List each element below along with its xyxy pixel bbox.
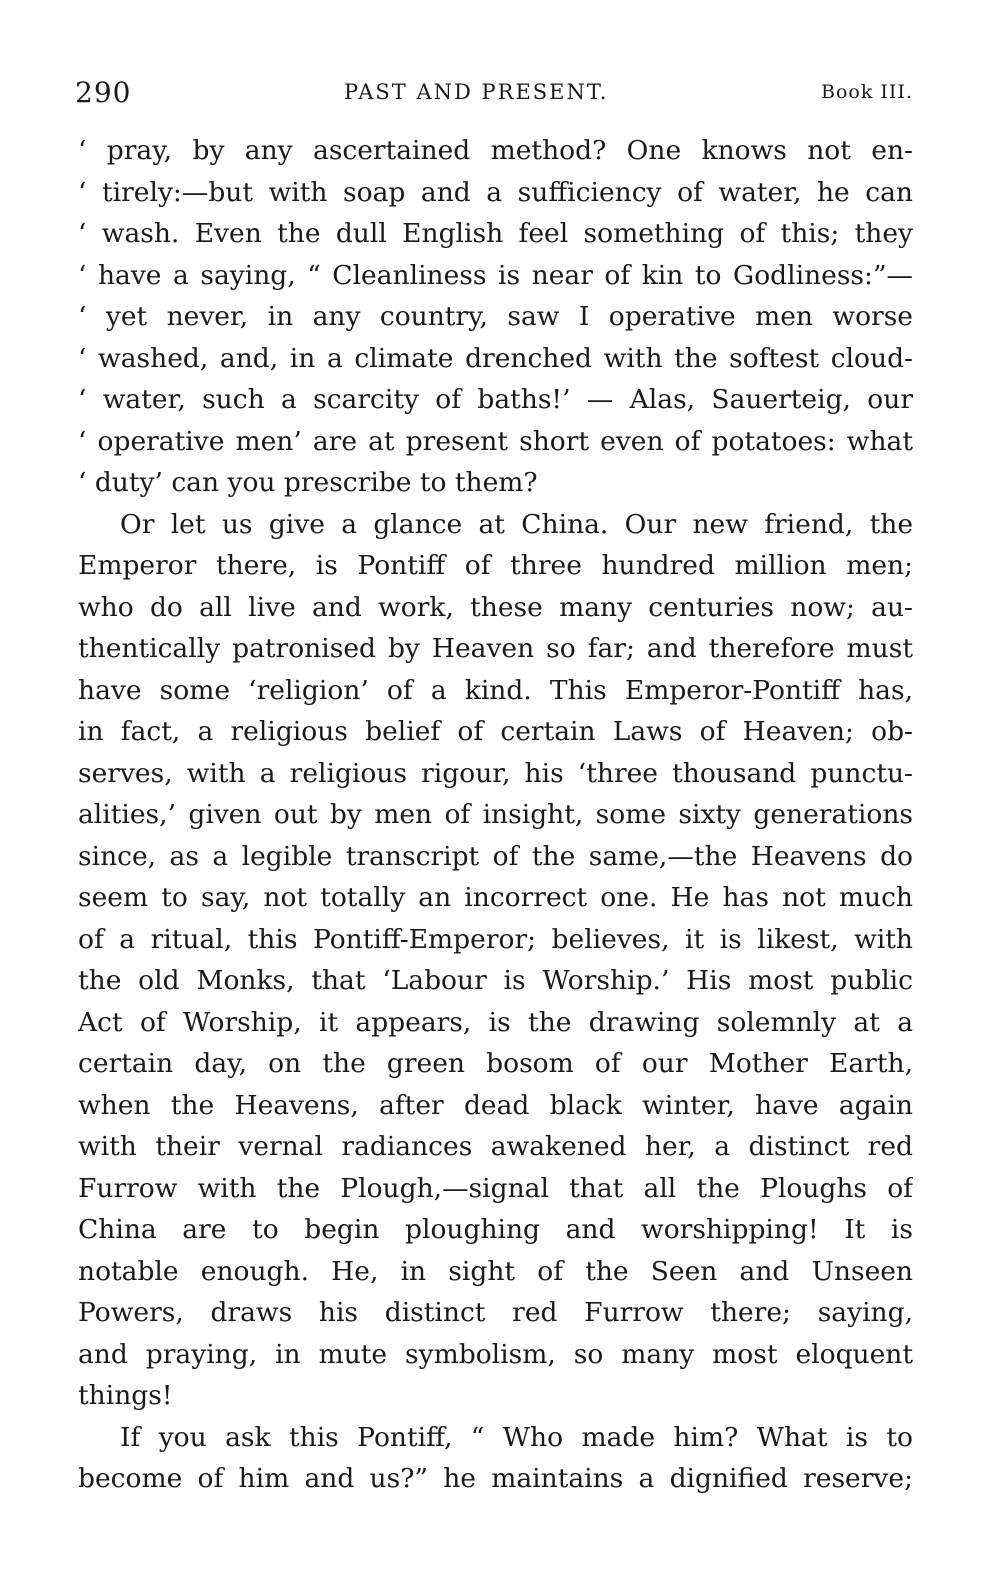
text-line: ‘ wash. Even the dull English feel something of this; they: [78, 218, 913, 249]
text-line: Powers, draws his distinct red Furrow there; saying,: [78, 1297, 913, 1328]
text-line: ‘ have a saying, “ Cleanliness is near of kin to Godliness:”—: [78, 259, 913, 291]
text-line: Furrow with the Plough,—signal that all the Ploughs of: [78, 1172, 913, 1204]
text-line: Act of Worship, it appears, is the drawing solemnly at a: [78, 1006, 913, 1038]
text-line: in fact, a religious belief of certain Laws of Heaven; ob-: [78, 716, 913, 747]
text-line: thentically patronised by Heaven so far; and therefore must: [78, 633, 913, 664]
text-line: seem to say, not totally an incorrect one. He has not much: [78, 882, 913, 913]
text-line: Emperor there, is Pontiff of three hundred million men;: [78, 550, 913, 581]
text-line: ‘ water, such a scarcity of baths!’ — Alas, Sauerteig, our: [78, 384, 913, 415]
text-line: notable enough. He, in sight of the Seen and Unseen: [78, 1255, 913, 1287]
text-line: the old Monks, that ‘Labour is Worship.’ His most public: [78, 965, 913, 996]
text-line: alities,’ given out by men of insight, some sixty generations: [78, 799, 913, 830]
text-line: ‘ operative men’ are at present short even of potatoes: what: [78, 425, 913, 457]
text-line: become of him and us?” he maintains a dignified reserve;: [78, 1463, 913, 1494]
text-line: since, as a legible transcript of the same,—the Heavens do: [78, 840, 913, 872]
text-line: who do all live and work, these many centuries now; au-: [78, 591, 913, 623]
text-line: ‘ duty’ can you prescribe to them?: [78, 467, 538, 498]
text-line: China are to begin ploughing and worshipping! It is: [78, 1214, 913, 1245]
text-line: things!: [78, 1380, 173, 1411]
text-line: when the Heavens, after dead black winter, have again: [78, 1089, 913, 1121]
text-line: of a ritual, this Pontiff-Emperor; believes, it is likest, with: [78, 923, 913, 955]
running-title: PAST AND PRESENT.: [344, 80, 609, 104]
text-line: serves, with a religious rigour, his ‘three thousand punctu-: [78, 757, 913, 789]
text-line: with their vernal radiances awakened her, a distinct red: [78, 1131, 913, 1162]
text-line: certain day, on the green bosom of our Mother Earth,: [78, 1048, 913, 1079]
paragraph-start: Or let us give a glance at China. Our new friend, the: [120, 508, 913, 540]
body-text: [78, 130, 913, 1500]
text-line: have some ‘religion’ of a kind. This Emperor-Pontiff has,: [78, 674, 913, 706]
text-line: ‘ yet never, in any country, saw I operative men worse: [78, 301, 913, 332]
running-header: [75, 72, 913, 112]
text-line: ‘ washed, and, in a climate drenched with the softest cloud-: [78, 342, 913, 374]
text-line: ‘ tirely:—but with soap and a sufficiency of water, he can: [78, 176, 913, 208]
page-number: 290: [75, 75, 132, 109]
paragraph-start: If you ask this Pontiff, “ Who made him? What is to: [120, 1421, 913, 1453]
book-reference: Book III.: [821, 81, 913, 103]
text-line: and praying, in mute symbolism, so many most eloquent: [78, 1338, 913, 1370]
text-line: ‘ pray, by any ascertained method? One knows not en-: [78, 135, 913, 166]
